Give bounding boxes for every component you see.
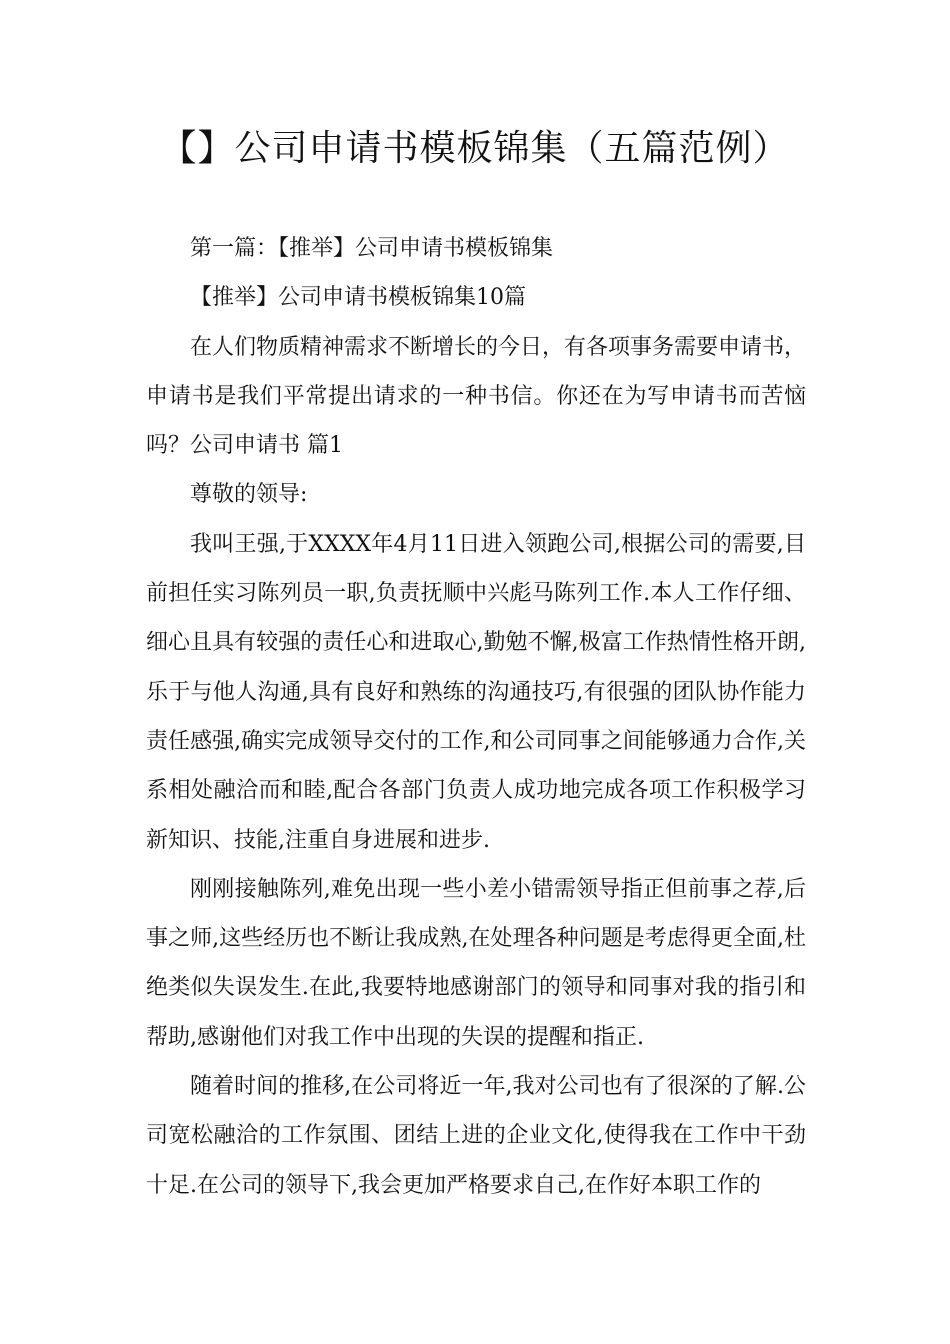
subheading: 【推举】公司申请书模板锦集10篇	[190, 285, 526, 311]
section-heading: 第一篇：【推举】公司申请书模板锦集	[190, 236, 554, 261]
intro-paragraph: 在人们物质精神需求不断增长的今日，有各项事务需要申请书，申请书是我们平常提出请求的一种书信。你还在为写申请书而苦恼吗？公司申请书 篇1	[146, 334, 807, 459]
body-paragraph: 我叫王强,于XXXX年4月11日进入领跑公司,根据公司的需要,目前担任实习陈列员一职,负责抚顺中兴彪马陈列工作.本人工作仔细、细心且具有较强的责任心和进取心,勤勉不懈,极富工作热情性格开朗,乐于与他人沟通,具有良好和熟练的沟通技巧,有很强的团队协作能力责任感强,确实完成领导交付的工作,和公司同事之间能够通力合作,关系相处融洽而和睦,配合各部门负责人成功地完成各项工作积极学习新知识、技能,注重自身进展和进步.	[146, 531, 806, 853]
body-paragraph: 刚刚接触陈列,难免出现一些小差小错需领导指正但前事之荐,后事之师,这些经历也不断让我成熟,在处理各种问题是考虑得更全面,杜绝类似失误发生.在此,我要特地感谢部门的领导和同事对我的指引和帮助,感谢他们对我工作中出现的失误的提醒和指正.	[146, 876, 806, 1050]
document-body	[146, 224, 806, 1210]
document-title: 【】公司申请书模板锦集（五篇范例）	[160, 128, 790, 169]
body-paragraph: 随着时间的推移,在公司将近一年,我对公司也有了很深的了解.公司宽松融洽的工作氛围、团结上进的企业文化,使得我在工作中干劲十足.在公司的领导下,我会更加严格要求自己,在作好本职工作的	[146, 1074, 806, 1198]
salutation: 尊敬的领导:	[190, 482, 308, 508]
